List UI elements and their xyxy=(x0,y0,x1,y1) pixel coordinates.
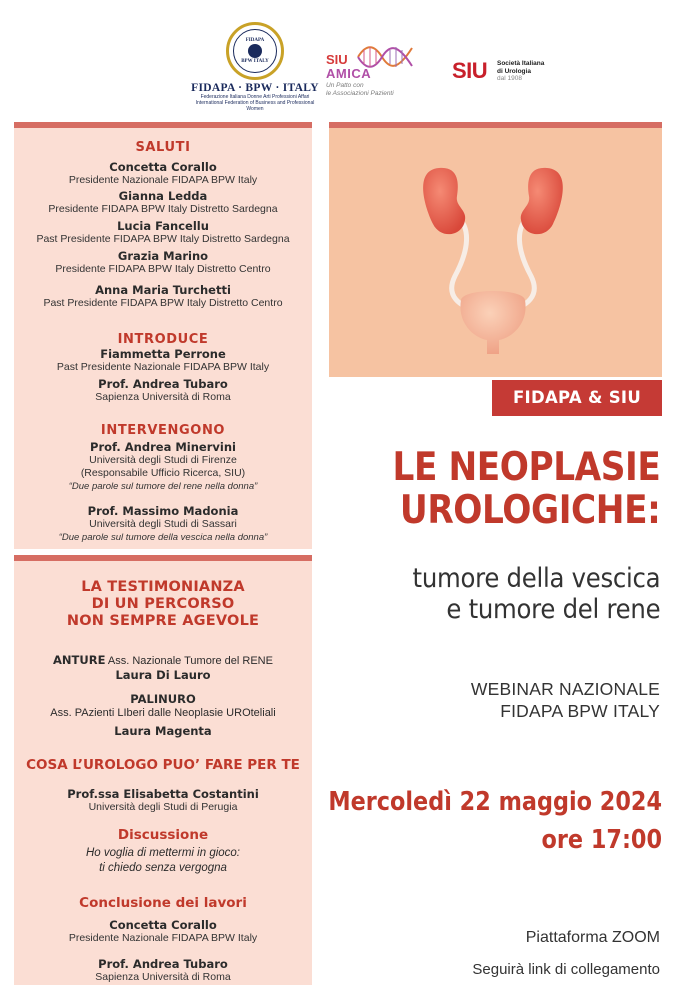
person-role: Sapienza Università di Roma xyxy=(95,391,231,403)
anture-block xyxy=(14,653,312,682)
siu-text xyxy=(497,60,544,83)
person-role: Presidente FIDAPA BPW Italy Distretto Centro xyxy=(55,263,271,275)
speaker-role: Università degli Studi di Sassari xyxy=(89,518,237,530)
siu-logo xyxy=(452,58,572,88)
palinuro-desc: Ass. PAzienti LIberi dalle Neoplasie UROteliali xyxy=(50,707,276,719)
speaker-name: Prof. Massimo Madonia xyxy=(87,504,239,518)
urinary-system-illustration xyxy=(329,122,662,377)
palinuro-person: Laura Magenta xyxy=(114,724,212,738)
testimonianza-title xyxy=(14,579,312,630)
fidapa-line2: International Federation of Business and Professional Women xyxy=(195,100,315,112)
fidapa-line1: Federazione Italiana Donne Arti Professioni Affari xyxy=(200,94,310,100)
event-subtitle xyxy=(412,563,660,625)
discussione-block xyxy=(14,827,312,876)
discussione-line-1: Ho voglia di mettermi in gioco: xyxy=(85,847,241,859)
event-date: Mercoledì 22 maggio 2024 xyxy=(328,787,662,817)
person-name: Grazia Marino xyxy=(117,249,209,263)
person-role: Presidente Nazionale FIDAPA BPW Italy xyxy=(68,174,258,186)
amica-siu-text: SIU xyxy=(326,52,348,67)
anture-org: ANTURE xyxy=(53,653,106,667)
speaker-talk-title: “Due parole sul tumore della vescica nella donna” xyxy=(58,532,268,543)
urologo-role: Università degli Studi di Perugia xyxy=(88,801,238,813)
conclusione-person-1 xyxy=(14,918,312,945)
fidapa-seal-sub: BPW ITALY xyxy=(241,59,269,64)
introduce-title: INTRODUCE xyxy=(117,332,209,347)
speaker-talk-title: “Due parole sul tumore del rene nella donna” xyxy=(68,481,258,492)
speaker-name: Prof. Andrea Minervini xyxy=(90,440,236,454)
event-subtitle-line-2: e tumore del rene xyxy=(446,594,660,625)
intervengono-title: INTERVENGONO xyxy=(100,423,226,438)
siu-mark: SIU xyxy=(452,58,488,83)
program-panel-bottom xyxy=(14,555,312,985)
event-title xyxy=(392,446,660,532)
fidapa-name: FIDAPA · BPW · ITALY xyxy=(191,82,319,94)
testimonianza-line-1: LA TESTIMONIANZA xyxy=(81,579,245,595)
siu-line2: di Urologia xyxy=(497,67,531,75)
person-role: Presidente Nazionale FIDAPA BPW Italy xyxy=(68,932,258,944)
discussione-title: Discussione xyxy=(117,827,209,843)
webinar-line-2: FIDAPA BPW ITALY xyxy=(500,701,660,721)
speaker-role: Università degli Studi di Firenze xyxy=(89,454,237,466)
event-datetime xyxy=(328,783,662,859)
speaker-2 xyxy=(14,504,312,544)
saluti-person-5 xyxy=(14,283,312,310)
kidneys-bladder-icon xyxy=(329,128,662,377)
person-role: Past Presidente FIDAPA BPW Italy Distretto Sardegna xyxy=(36,233,290,245)
person-name: Prof. Andrea Tubaro xyxy=(98,377,228,391)
webinar-label xyxy=(471,678,660,722)
amica-tagline-1: Un Patto con xyxy=(326,82,364,89)
speaker-role-2: (Responsabile Ufficio Ricerca, SIU) xyxy=(80,467,246,479)
palinuro-block xyxy=(14,692,312,738)
person-name: Concetta Corallo xyxy=(109,160,217,174)
amica-word: AMICA xyxy=(326,66,372,81)
platform-label: Piattaforma ZOOM xyxy=(525,929,660,946)
person-name: Prof. Andrea Tubaro xyxy=(98,957,228,971)
amica-tagline-2: le Associazioni Pazienti xyxy=(326,90,394,97)
urologo-block xyxy=(14,757,312,773)
saluti-person-1 xyxy=(14,160,312,187)
speaker-1 xyxy=(14,440,312,493)
testimonianza-line-2: DI UN PERCORSO xyxy=(91,596,235,612)
person-name: Lucia Fancellu xyxy=(117,219,209,233)
introduce-person-2 xyxy=(14,377,312,404)
introduce-person-1 xyxy=(14,347,312,374)
intervengono-section xyxy=(14,423,312,438)
urologo-title: COSA L’UROLOGO PUO’ FARE PER TE xyxy=(26,757,300,773)
saluti-title: SALUTI xyxy=(135,140,191,155)
person-name: Concetta Corallo xyxy=(109,918,217,932)
event-time: ore 17:00 xyxy=(541,825,662,855)
testimonianza-line-3: NON SEMPRE AGEVOLE xyxy=(66,613,260,629)
organizers-badge: FIDAPA & SIU xyxy=(492,380,662,416)
saluti-person-4 xyxy=(14,249,312,276)
saluti-person-3 xyxy=(14,219,312,246)
saluti-person-2 xyxy=(14,189,312,216)
siu-line3: dal 1908 xyxy=(497,75,522,82)
anture-line xyxy=(14,653,312,668)
siu-amica-logo xyxy=(322,40,416,100)
conclusione-person-2 xyxy=(14,957,312,984)
person-name: Fiammetta Perrone xyxy=(100,347,226,361)
urologo-name: Prof.ssa Elisabetta Costantini xyxy=(67,787,259,801)
conclusione-title: Conclusione dei lavori xyxy=(79,895,247,911)
person-name: Anna Maria Turchetti xyxy=(95,283,231,297)
person-role: Sapienza Università di Roma xyxy=(95,971,231,983)
webinar-line-1: WEBINAR NAZIONALE xyxy=(470,679,660,699)
anture-person: Laura Di Lauro xyxy=(115,668,211,682)
palinuro-org: PALINURO xyxy=(130,692,196,706)
event-subtitle-line-1: tumore della vescica xyxy=(412,563,660,594)
fidapa-seal-icon xyxy=(226,22,284,80)
amica-tagline xyxy=(326,82,394,98)
event-title-line-2: UROLOGICHE: xyxy=(399,488,660,533)
link-notice: Seguirà link di collegamento xyxy=(472,961,660,978)
anture-desc: Ass. Nazionale Tumore del RENE xyxy=(105,655,273,667)
conclusione-block xyxy=(14,895,312,911)
program-panel-top xyxy=(14,122,312,549)
person-role: Past Presidente FIDAPA BPW Italy Distretto Centro xyxy=(43,297,283,309)
fidapa-logo xyxy=(190,22,320,112)
saluti-section xyxy=(14,140,312,155)
person-name: Gianna Ledda xyxy=(118,189,208,203)
siu-line1: Società Italiana xyxy=(497,60,545,67)
introduce-section xyxy=(14,332,312,347)
event-title-line-1: LE NEOPLASIE xyxy=(392,445,660,490)
discussione-line-2: ti chiedo senza vergogna xyxy=(99,862,227,874)
person-role: Presidente FIDAPA BPW Italy Distretto Sardegna xyxy=(48,203,278,215)
person-role: Past Presidente Nazionale FIDAPA BPW Italy xyxy=(56,361,270,373)
urologo-speaker xyxy=(14,787,312,814)
fidapa-seal-text: FIDAPA xyxy=(245,38,265,43)
